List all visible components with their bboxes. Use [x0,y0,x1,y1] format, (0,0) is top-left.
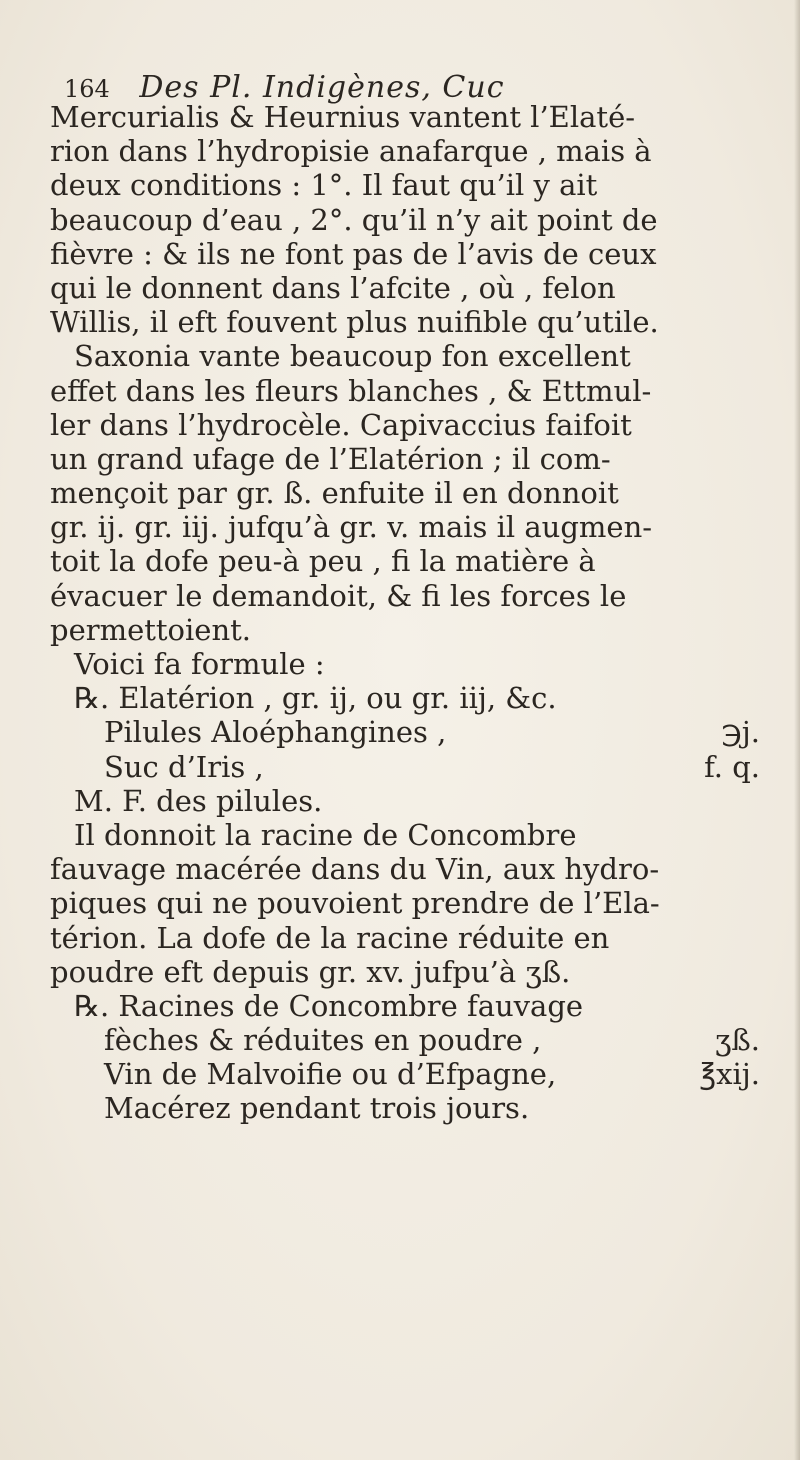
text-line: gr. ij. gr. iij. jufqu’à gr. v. mais il augmen- [50,510,653,545]
text-line: toit la dofe peu-à peu , fi la matière à [50,544,596,579]
text-line: rion dans l’hydropisie anafarque , mais à [50,134,652,169]
formula-line [50,1057,770,1091]
text-line: évacuer le demandoit, & fi les forces le [50,578,627,613]
formula-quantity [760,989,770,1023]
formula-quantity: ℈j. [721,715,760,750]
text-line: ler dans l’hydrocèle. Capivaccius faifoit [50,407,632,442]
text-line: Mercurialis & Heurnius vantent l’Elaté- [50,100,636,134]
formula-ingredient: Vin de Malvoifie ou d’Efpagne, [104,1057,557,1092]
formula-quantity: f. q. [704,749,760,784]
formula-quantity: ℥xij. [699,1057,760,1092]
text-line: permettoient. [50,612,252,647]
text-line: deux conditions : 1°. Il faut qu’il y ait [50,168,598,203]
text-line: beaucoup d’eau , 2°. qu’il n’y ait point de [50,202,658,237]
body-text [50,100,770,1126]
running-title: Des Pl. Indigènes, Cuc [139,70,505,105]
text-line: mençoit par gr. ß. enfuite il en donnoit [50,476,619,511]
formula-quantity: ʒß. [715,1023,760,1058]
text-line: fièvre : & ils ne font pas de l’avis de ceux [50,236,657,271]
formula-ingredient: Suc d’Iris , [104,749,264,784]
page-edge-shadow [794,0,800,1460]
text-line: Willis, il eft fouvent plus nuifible qu’utile. [50,305,659,340]
formula-ingredient: fèches & réduites en poudre , [104,1023,542,1058]
text-line: un grand ufage de l’Elatérion ; il com- [50,441,611,476]
formula-ingredient: Pilules Aloéphangines , [104,715,447,750]
formula-line [50,1091,770,1125]
formula-line [50,715,770,749]
formula-ingredient: ℞. Elatérion , gr. ij, ou gr. iij, &c. [74,681,557,716]
formula-ingredient: ℞. Racines de Concombre fauvage [74,988,584,1023]
text-line: piques qui ne pouvoient prendre de l’Ela- [50,886,660,921]
formula-line [50,681,770,715]
text-line: Il donnoit la racine de Concombre [74,817,577,852]
formula-ingredient: Macérez pendant trois jours. [104,1091,530,1126]
text-line: térion. La dofe de la racine réduite en [50,920,610,955]
formula-quantity [760,784,770,818]
formula-line [50,750,770,784]
page-number: 164 [64,75,110,103]
formula-quantity [760,1091,770,1125]
text-line: Saxonia vante beaucoup fon excellent [74,339,631,374]
text-line: fauvage macérée dans du Vin, aux hydro- [50,852,660,887]
formula-ingredient: M. F. des pilules. [74,783,323,818]
text-line: Voici fa formule : [74,647,325,681]
formula-quantity [760,681,770,715]
formula-line [50,784,770,818]
text-line: poudre eft depuis gr. xv. jufpu’à ʒß. [50,954,571,989]
formula-line [50,989,770,1023]
text-line: qui le donnent dans l’afcite , où , felon [50,270,616,305]
formula-line [50,1023,770,1057]
text-line: effet dans les fleurs blanches , & Ettmul- [50,373,652,408]
